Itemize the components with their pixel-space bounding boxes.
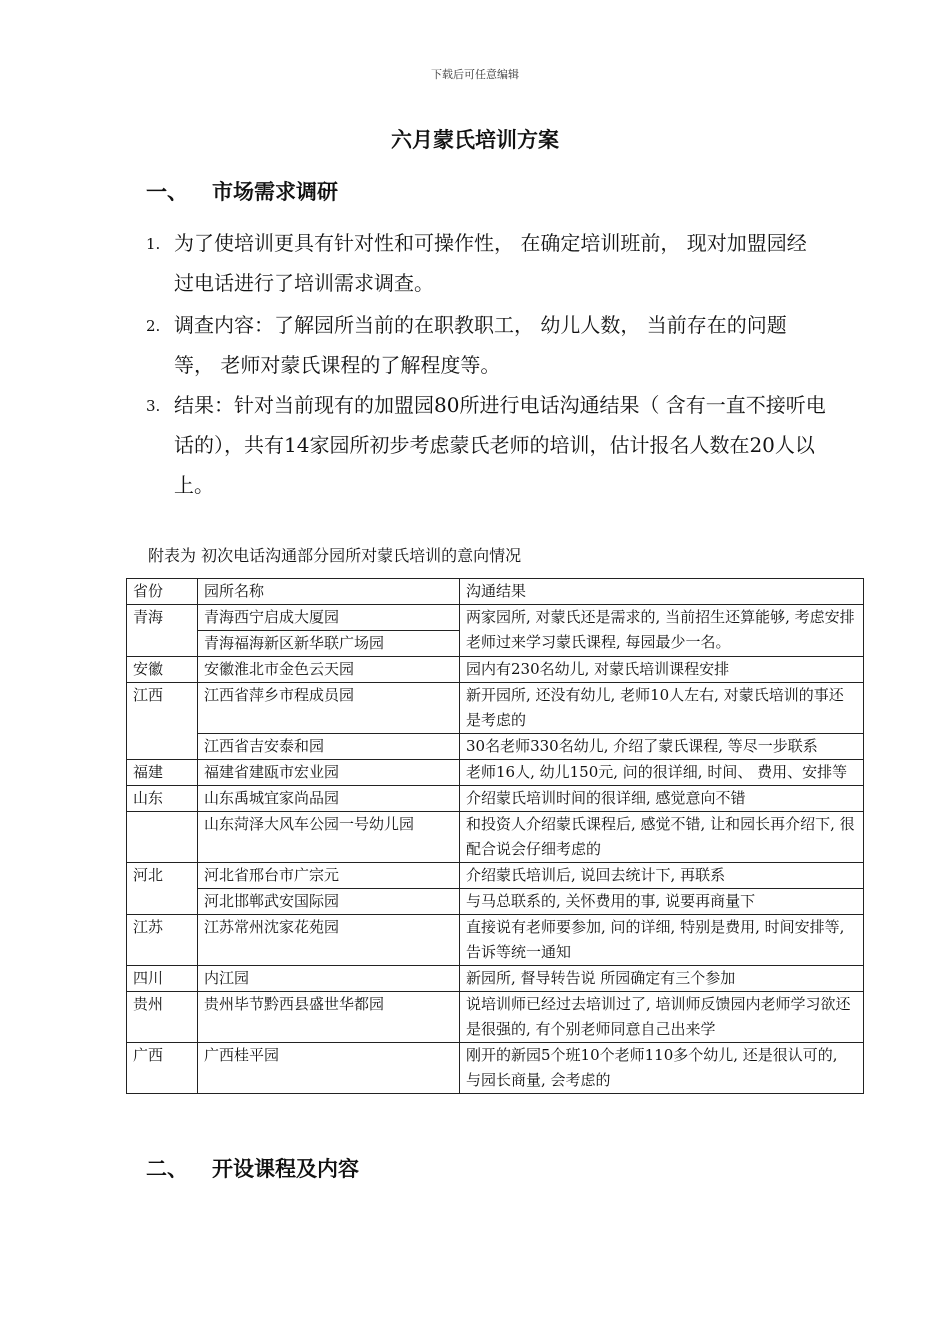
school-cell: 河北省邢台市广宗元: [198, 863, 460, 889]
table-row: [127, 683, 864, 734]
school-cell: 山东禹城宜家尚品园: [198, 786, 460, 812]
result-cell: 30名老师330名幼儿, 介绍了蒙氏课程, 等尽一步联系: [460, 734, 864, 760]
result-cell: 两家园所, 对蒙氏还是需求的, 当前招生还算能够, 考虑安排老师过来学习蒙氏课程, 每园最少一名。: [460, 605, 864, 657]
school-cell: 安徽淮北市金色云天园: [198, 657, 460, 683]
result-cell: 和投资人介绍蒙氏课程后, 感觉不错, 让和园长再介绍下, 很配合说会仔细考虑的: [460, 812, 864, 863]
result-cell: 园内有230名幼儿, 对蒙氏培训课程安排: [460, 657, 864, 683]
province-cell: [127, 812, 198, 863]
list-item-number: 1.: [146, 235, 161, 253]
list-item-text: 调查内容：了解园所当前的在职教职工， 幼儿人数， 当前存在的问题等， 老师对蒙氏课程的了解程度等。: [174, 313, 787, 377]
school-cell: 江苏常州沈家花苑园: [198, 915, 460, 966]
list-item: [146, 385, 826, 505]
province-cell: 福建: [127, 760, 198, 786]
province-cell: 江苏: [127, 915, 198, 966]
result-cell: 老师16人, 幼儿150元, 问的很详细, 时间、 费用、安排等: [460, 760, 864, 786]
table-row: [127, 966, 864, 992]
section-number: 一、: [146, 179, 188, 204]
school-cell: 青海西宁启成大厦园: [198, 605, 460, 631]
table-row: [127, 734, 864, 760]
school-cell: 江西省萍乡市程成员园: [198, 683, 460, 734]
province-cell: 河北: [127, 863, 198, 915]
table-row: [127, 1043, 864, 1094]
survey-table: [126, 578, 864, 1094]
table-row: [127, 915, 864, 966]
header-cell: 沟通结果: [460, 579, 864, 605]
table-row: [127, 992, 864, 1043]
header-note: 下载后可任意编辑: [431, 68, 519, 81]
province-cell: 四川: [127, 966, 198, 992]
province-cell: 贵州: [127, 992, 198, 1043]
province-cell: 青海: [127, 605, 198, 657]
school-cell: 贵州毕节黔西县盛世华都园: [198, 992, 460, 1043]
header-cell: 园所名称: [198, 579, 460, 605]
school-cell: 河北邯郸武安国际园: [198, 889, 460, 915]
result-cell: 介绍蒙氏培训后, 说回去统计下, 再联系: [460, 863, 864, 889]
school-cell: 内江园: [198, 966, 460, 992]
list-item-text: 为了使培训更具有针对性和可操作性， 在确定培训班前， 现对加盟园经过电话进行了培训需求调查。: [174, 231, 807, 295]
table-row: [127, 863, 864, 889]
list-item-text: 结果：针对当前现有的加盟园80所进行电话沟通结果（ 含有一直不接听电话的），共有14家园所初步考虑蒙氏老师的培训，估计报名人数在20人以上。: [174, 393, 826, 497]
result-cell: 刚开的新园5个班10个老师110多个幼儿, 还是很认可的, 与园长商量, 会考虑的: [460, 1043, 864, 1094]
result-cell: 说培训师已经过去培训过了, 培训师反馈园内老师学习欲还是很强的, 有个别老师同意自己出来学: [460, 992, 864, 1043]
table-header-row: [127, 579, 864, 605]
section-heading-1: [146, 176, 338, 206]
province-cell: 安徽: [127, 657, 198, 683]
header-cell: 省份: [127, 579, 198, 605]
list-item-number: 2.: [146, 317, 161, 335]
school-cell: 山东菏泽大风车公园一号幼儿园: [198, 812, 460, 863]
school-cell: 江西省吉安泰和园: [198, 734, 460, 760]
province-cell: 广西: [127, 1043, 198, 1094]
list-item-number: 3.: [146, 397, 161, 415]
province-cell: 山东: [127, 786, 198, 812]
school-cell: 福建省建瓯市宏业园: [198, 760, 460, 786]
school-cell: 青海福海新区新华联广场园: [198, 631, 460, 657]
document-title: 六月蒙氏培训方案: [391, 127, 559, 152]
section-label: 市场需求调研: [212, 179, 338, 204]
result-cell: 新园所, 督导转告说 所园确定有三个参加: [460, 966, 864, 992]
table-row: [127, 889, 864, 915]
table-row: [127, 812, 864, 863]
table-row: [127, 657, 864, 683]
result-cell: 与马总联系的, 关怀费用的事, 说要再商量下: [460, 889, 864, 915]
table-row: [127, 605, 864, 631]
table-row: [127, 786, 864, 812]
section-number: 二、: [146, 1156, 188, 1181]
result-cell: 直接说有老师要参加, 问的详细, 特别是费用, 时间安排等, 告诉等统一通知: [460, 915, 864, 966]
list-item: [146, 305, 826, 385]
section-heading-2: [146, 1153, 359, 1183]
section-label: 开设课程及内容: [212, 1156, 359, 1181]
result-cell: 新开园所, 还没有幼儿, 老师10人左右, 对蒙氏培训的事还是考虑的: [460, 683, 864, 734]
province-cell: 江西: [127, 683, 198, 760]
table-row: [127, 760, 864, 786]
list-item: [146, 223, 826, 303]
school-cell: 广西桂平园: [198, 1043, 460, 1094]
result-cell: 介绍蒙氏培训时间的很详细, 感觉意向不错: [460, 786, 864, 812]
table-caption: 附表为 初次电话沟通部分园所对蒙氏培训的意向情况: [148, 546, 522, 565]
